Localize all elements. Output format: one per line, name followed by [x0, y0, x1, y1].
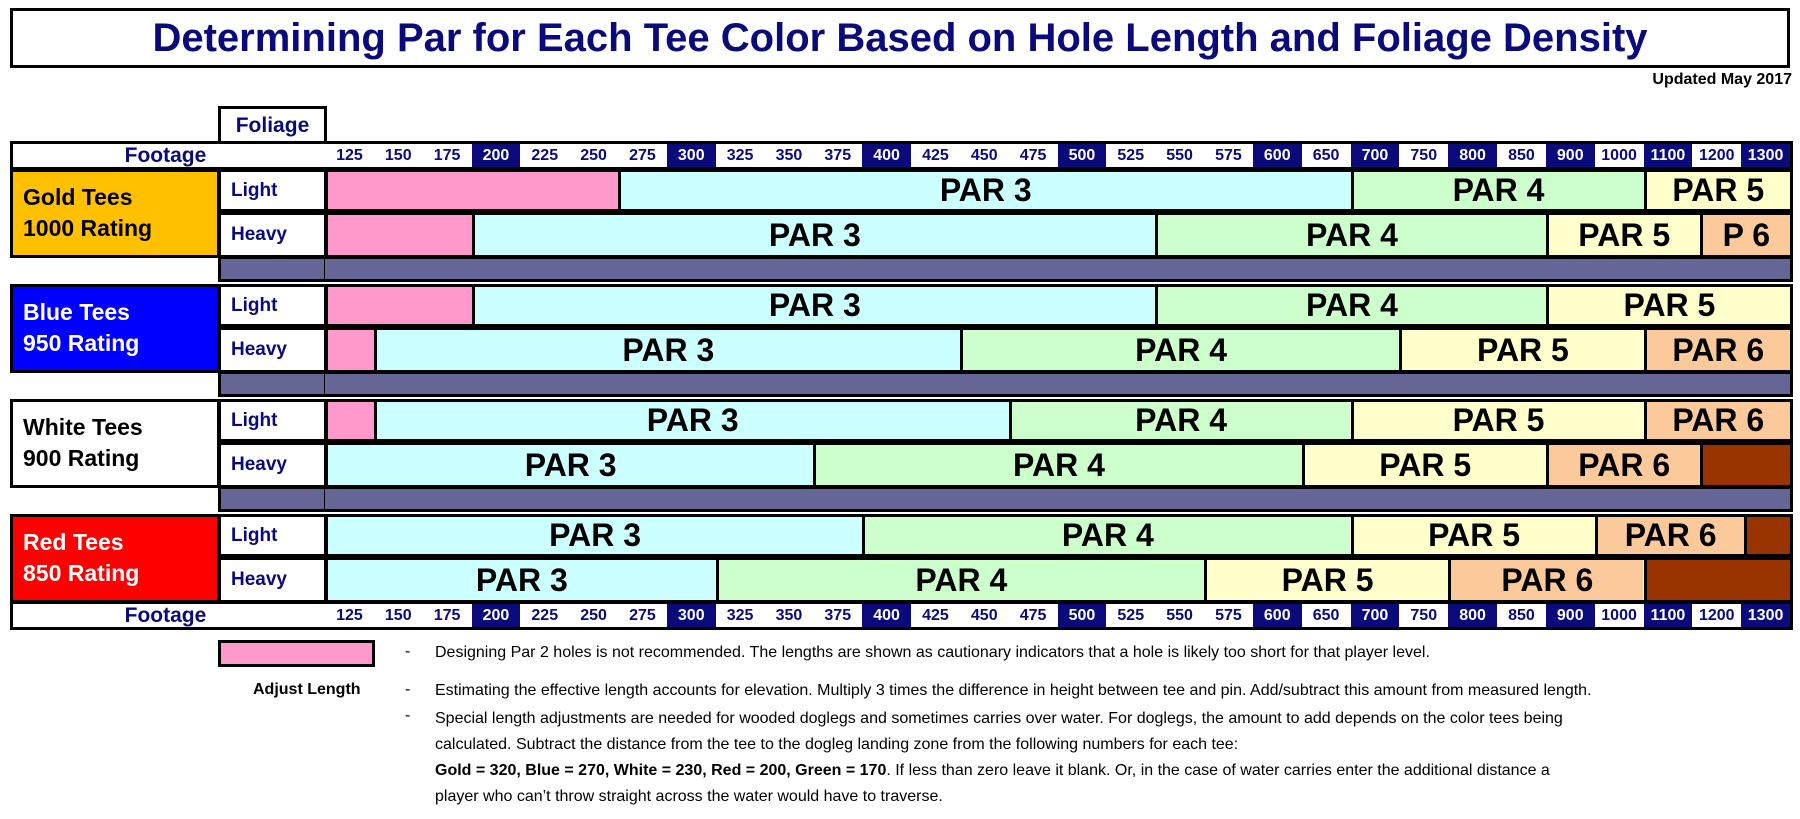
- footage-tick: 300: [667, 604, 716, 627]
- footage-tick: 575: [1204, 144, 1253, 167]
- tee-name: Red Tees: [23, 529, 124, 555]
- footage-tick: 575: [1204, 604, 1253, 627]
- footage-tick: 1200: [1692, 604, 1741, 627]
- tee-name: Blue Tees: [23, 299, 130, 325]
- footage-tick: 900: [1546, 144, 1595, 167]
- footage-tick: 275: [618, 144, 667, 167]
- foliage-light: Light: [218, 169, 327, 212]
- footage-tick: 350: [765, 144, 814, 167]
- footage-tick: 1000: [1595, 144, 1644, 167]
- foliage-light: Light: [218, 514, 327, 557]
- tee-gold: [10, 169, 220, 258]
- footage-tick: 250: [569, 604, 618, 627]
- par-segment: PAR 6: [1644, 330, 1791, 370]
- lane-blue-light: [325, 284, 1793, 327]
- par-segment: PAR 3: [374, 330, 960, 370]
- par-segment: PAR 4: [862, 517, 1350, 554]
- footage-tick: 550: [1155, 144, 1204, 167]
- footage-tick: 375: [813, 604, 862, 627]
- footage-tick: 125: [325, 604, 374, 627]
- par-segment: PAR 3: [472, 287, 1156, 324]
- par-segment: PAR 6: [1644, 402, 1791, 439]
- footage-tick: 800: [1448, 144, 1497, 167]
- dash: -: [405, 643, 411, 660]
- par-segment: PAR 3: [325, 517, 862, 554]
- footage-tick: 325: [716, 144, 765, 167]
- title-box: [10, 8, 1790, 68]
- separator: [218, 486, 327, 512]
- footage-tick: 500: [1058, 144, 1107, 167]
- updated-date: Updated May 2017: [1652, 71, 1792, 88]
- blank-segment: [325, 287, 472, 324]
- par-segment: PAR 4: [1155, 215, 1546, 255]
- footage-tick: 600: [1253, 604, 1302, 627]
- par-segment: PAR 5: [1546, 287, 1790, 324]
- foliage-heavy: Heavy: [218, 212, 327, 258]
- footage-tick: 475: [1009, 604, 1058, 627]
- par-segment: PAR 3: [618, 172, 1351, 209]
- lane-white-light: [325, 399, 1793, 442]
- foliage-light: Light: [218, 399, 327, 442]
- dash: -: [405, 681, 411, 698]
- tee-white: [10, 399, 220, 488]
- footage-ticks-top: [325, 144, 1790, 167]
- tee-rating: 950 Rating: [23, 330, 140, 356]
- lane-white-heavy: [325, 442, 1793, 488]
- footage-tick: 700: [1351, 144, 1400, 167]
- footage-ticks-bottom: [325, 604, 1790, 627]
- footage-tick: 800: [1448, 604, 1497, 627]
- tee-rating: 850 Rating: [23, 560, 140, 586]
- par-segment: PAR 5: [1204, 560, 1448, 600]
- footage-tick: 525: [1106, 604, 1155, 627]
- par-segment: PAR 5: [1399, 330, 1643, 370]
- footage-tick: 1300: [1741, 604, 1790, 627]
- footage-tick: 225: [520, 144, 569, 167]
- footage-tick: 900: [1546, 604, 1595, 627]
- footage-tick: 400: [862, 604, 911, 627]
- page-title: Determining Par for Each Tee Color Based on Hole Length and Foliage Density: [152, 15, 1648, 60]
- footage-tick: 200: [472, 604, 521, 627]
- par-segment: PAR 4: [1155, 287, 1546, 324]
- blank-segment: [325, 330, 374, 370]
- footage-label: Footage: [124, 143, 207, 167]
- par-segment: PAR 5: [1302, 445, 1546, 485]
- dogleg-line-2: calculated. Subtract the distance from the tee to the dogleg landing zone from the following numbers for each tee:: [435, 736, 1239, 753]
- lane-gold-heavy: [325, 212, 1793, 258]
- footage-tick: 475: [1009, 144, 1058, 167]
- footage-tick: 400: [862, 144, 911, 167]
- footage-tick: 750: [1399, 144, 1448, 167]
- footage-tick: 350: [765, 604, 814, 627]
- footage-tick: 125: [325, 144, 374, 167]
- footage-tick: 250: [569, 144, 618, 167]
- lane-blue-heavy: [325, 327, 1793, 373]
- par-segment: PAR 6: [1448, 560, 1643, 600]
- tee-red: [10, 514, 220, 603]
- footage-tick: 450: [960, 144, 1009, 167]
- separator: [325, 256, 1793, 282]
- footage-tick: 450: [960, 604, 1009, 627]
- dogleg-note: [435, 706, 1795, 810]
- footage-tick: 650: [1302, 604, 1351, 627]
- blank-segment: [325, 172, 618, 209]
- dogleg-line-4: player who can’t throw straight across the water would have to traverse.: [435, 788, 943, 805]
- separator: [218, 371, 327, 397]
- footage-tick: 300: [667, 144, 716, 167]
- footage-tick: 175: [423, 604, 472, 627]
- footage-tick: 425: [911, 604, 960, 627]
- dogleg-line-1: Special length adjustments are needed for wooded doglegs and sometimes carries over water. For doglegs, the amount to add depends on the color tees being: [435, 710, 1563, 727]
- footage-tick: 425: [911, 144, 960, 167]
- foliage-heavy: Heavy: [218, 327, 327, 373]
- footage-tick: 850: [1497, 604, 1546, 627]
- footage-row-top: [10, 141, 1793, 170]
- footage-tick: 1000: [1595, 604, 1644, 627]
- footage-row-bottom: [10, 601, 1793, 630]
- par-segment: PAR 3: [325, 445, 813, 485]
- foliage-heavy: Heavy: [218, 442, 327, 488]
- footage-label: Footage: [124, 603, 207, 627]
- footage-tick: 1200: [1692, 144, 1741, 167]
- par-segment: PAR 6: [1595, 517, 1744, 554]
- footage-tick: 275: [618, 604, 667, 627]
- lane-gold-light: [325, 169, 1793, 212]
- tee-rating: 1000 Rating: [23, 215, 153, 241]
- foliage-header: Foliage: [218, 106, 327, 142]
- par-segment: PAR 4: [960, 330, 1400, 370]
- blank-segment: [1644, 560, 1791, 600]
- par-segment: P 6: [1700, 215, 1790, 255]
- dogleg-line-3: [435, 758, 1795, 784]
- footage-tick: 1100: [1644, 144, 1693, 167]
- footage-tick: 150: [374, 604, 423, 627]
- footage-tick: 150: [374, 144, 423, 167]
- blank-segment: [325, 402, 374, 439]
- par-segment: PAR 4: [1351, 172, 1644, 209]
- separator: [218, 256, 327, 282]
- foliage-heavy: Heavy: [218, 557, 327, 603]
- par2-note: Designing Par 2 holes is not recommended. The lengths are shown as cautionary indicators that a hole is likely too short for that player level.: [435, 644, 1430, 661]
- blank-segment: [325, 215, 472, 255]
- tee-name: Gold Tees: [23, 184, 133, 210]
- footage-tick: 375: [813, 144, 862, 167]
- par-segment: PAR 4: [813, 445, 1301, 485]
- footage-tick: 225: [520, 604, 569, 627]
- dash: -: [405, 707, 411, 724]
- tee-rating: 900 Rating: [23, 445, 140, 471]
- par-segment: PAR 3: [374, 402, 1009, 439]
- separator: [325, 486, 1793, 512]
- adjust-length-label: Adjust Length: [253, 681, 361, 698]
- footage-tick: 1100: [1644, 604, 1693, 627]
- par-segment: PAR 4: [716, 560, 1204, 600]
- separator: [325, 371, 1793, 397]
- footage-tick: 525: [1106, 144, 1155, 167]
- footage-tick: 750: [1399, 604, 1448, 627]
- par-segment: PAR 6: [1546, 445, 1700, 485]
- par-segment: PAR 3: [325, 560, 716, 600]
- par-segment: PAR 5: [1351, 517, 1595, 554]
- elevation-note: Estimating the effective length accounts for elevation. Multiply 3 times the difference in height between tee and pin. Add/subtract this amount from measured length.: [435, 682, 1592, 699]
- footage-tick: 700: [1351, 604, 1400, 627]
- par-segment: PAR 5: [1351, 402, 1644, 439]
- par-segment: PAR 5: [1644, 172, 1791, 209]
- lane-red-heavy: [325, 557, 1793, 603]
- footage-tick: 325: [716, 604, 765, 627]
- footage-tick: 500: [1058, 604, 1107, 627]
- footage-tick: 175: [423, 144, 472, 167]
- par-segment: PAR 4: [1009, 402, 1351, 439]
- par-segment: PAR 5: [1546, 215, 1700, 255]
- par-segment: PAR 3: [472, 215, 1156, 255]
- footage-tick: 200: [472, 144, 521, 167]
- tee-blue: [10, 284, 220, 373]
- footage-tick: 850: [1497, 144, 1546, 167]
- blank-segment: [1700, 445, 1790, 485]
- par2-swatch: [218, 640, 375, 667]
- footage-tick: 1300: [1741, 144, 1790, 167]
- foliage-light: Light: [218, 284, 327, 327]
- footage-tick: 650: [1302, 144, 1351, 167]
- blank-segment: [1744, 517, 1790, 554]
- dogleg-values: Gold = 320, Blue = 270, White = 230, Red = 200, Green = 170: [435, 762, 887, 779]
- dogleg-line-3-rest: . If less than zero leave it blank. Or, in the case of water carries enter the additional distance a: [886, 762, 1550, 779]
- footage-tick: 600: [1253, 144, 1302, 167]
- tee-name: White Tees: [23, 414, 143, 440]
- footage-tick: 550: [1155, 604, 1204, 627]
- lane-red-light: [325, 514, 1793, 557]
